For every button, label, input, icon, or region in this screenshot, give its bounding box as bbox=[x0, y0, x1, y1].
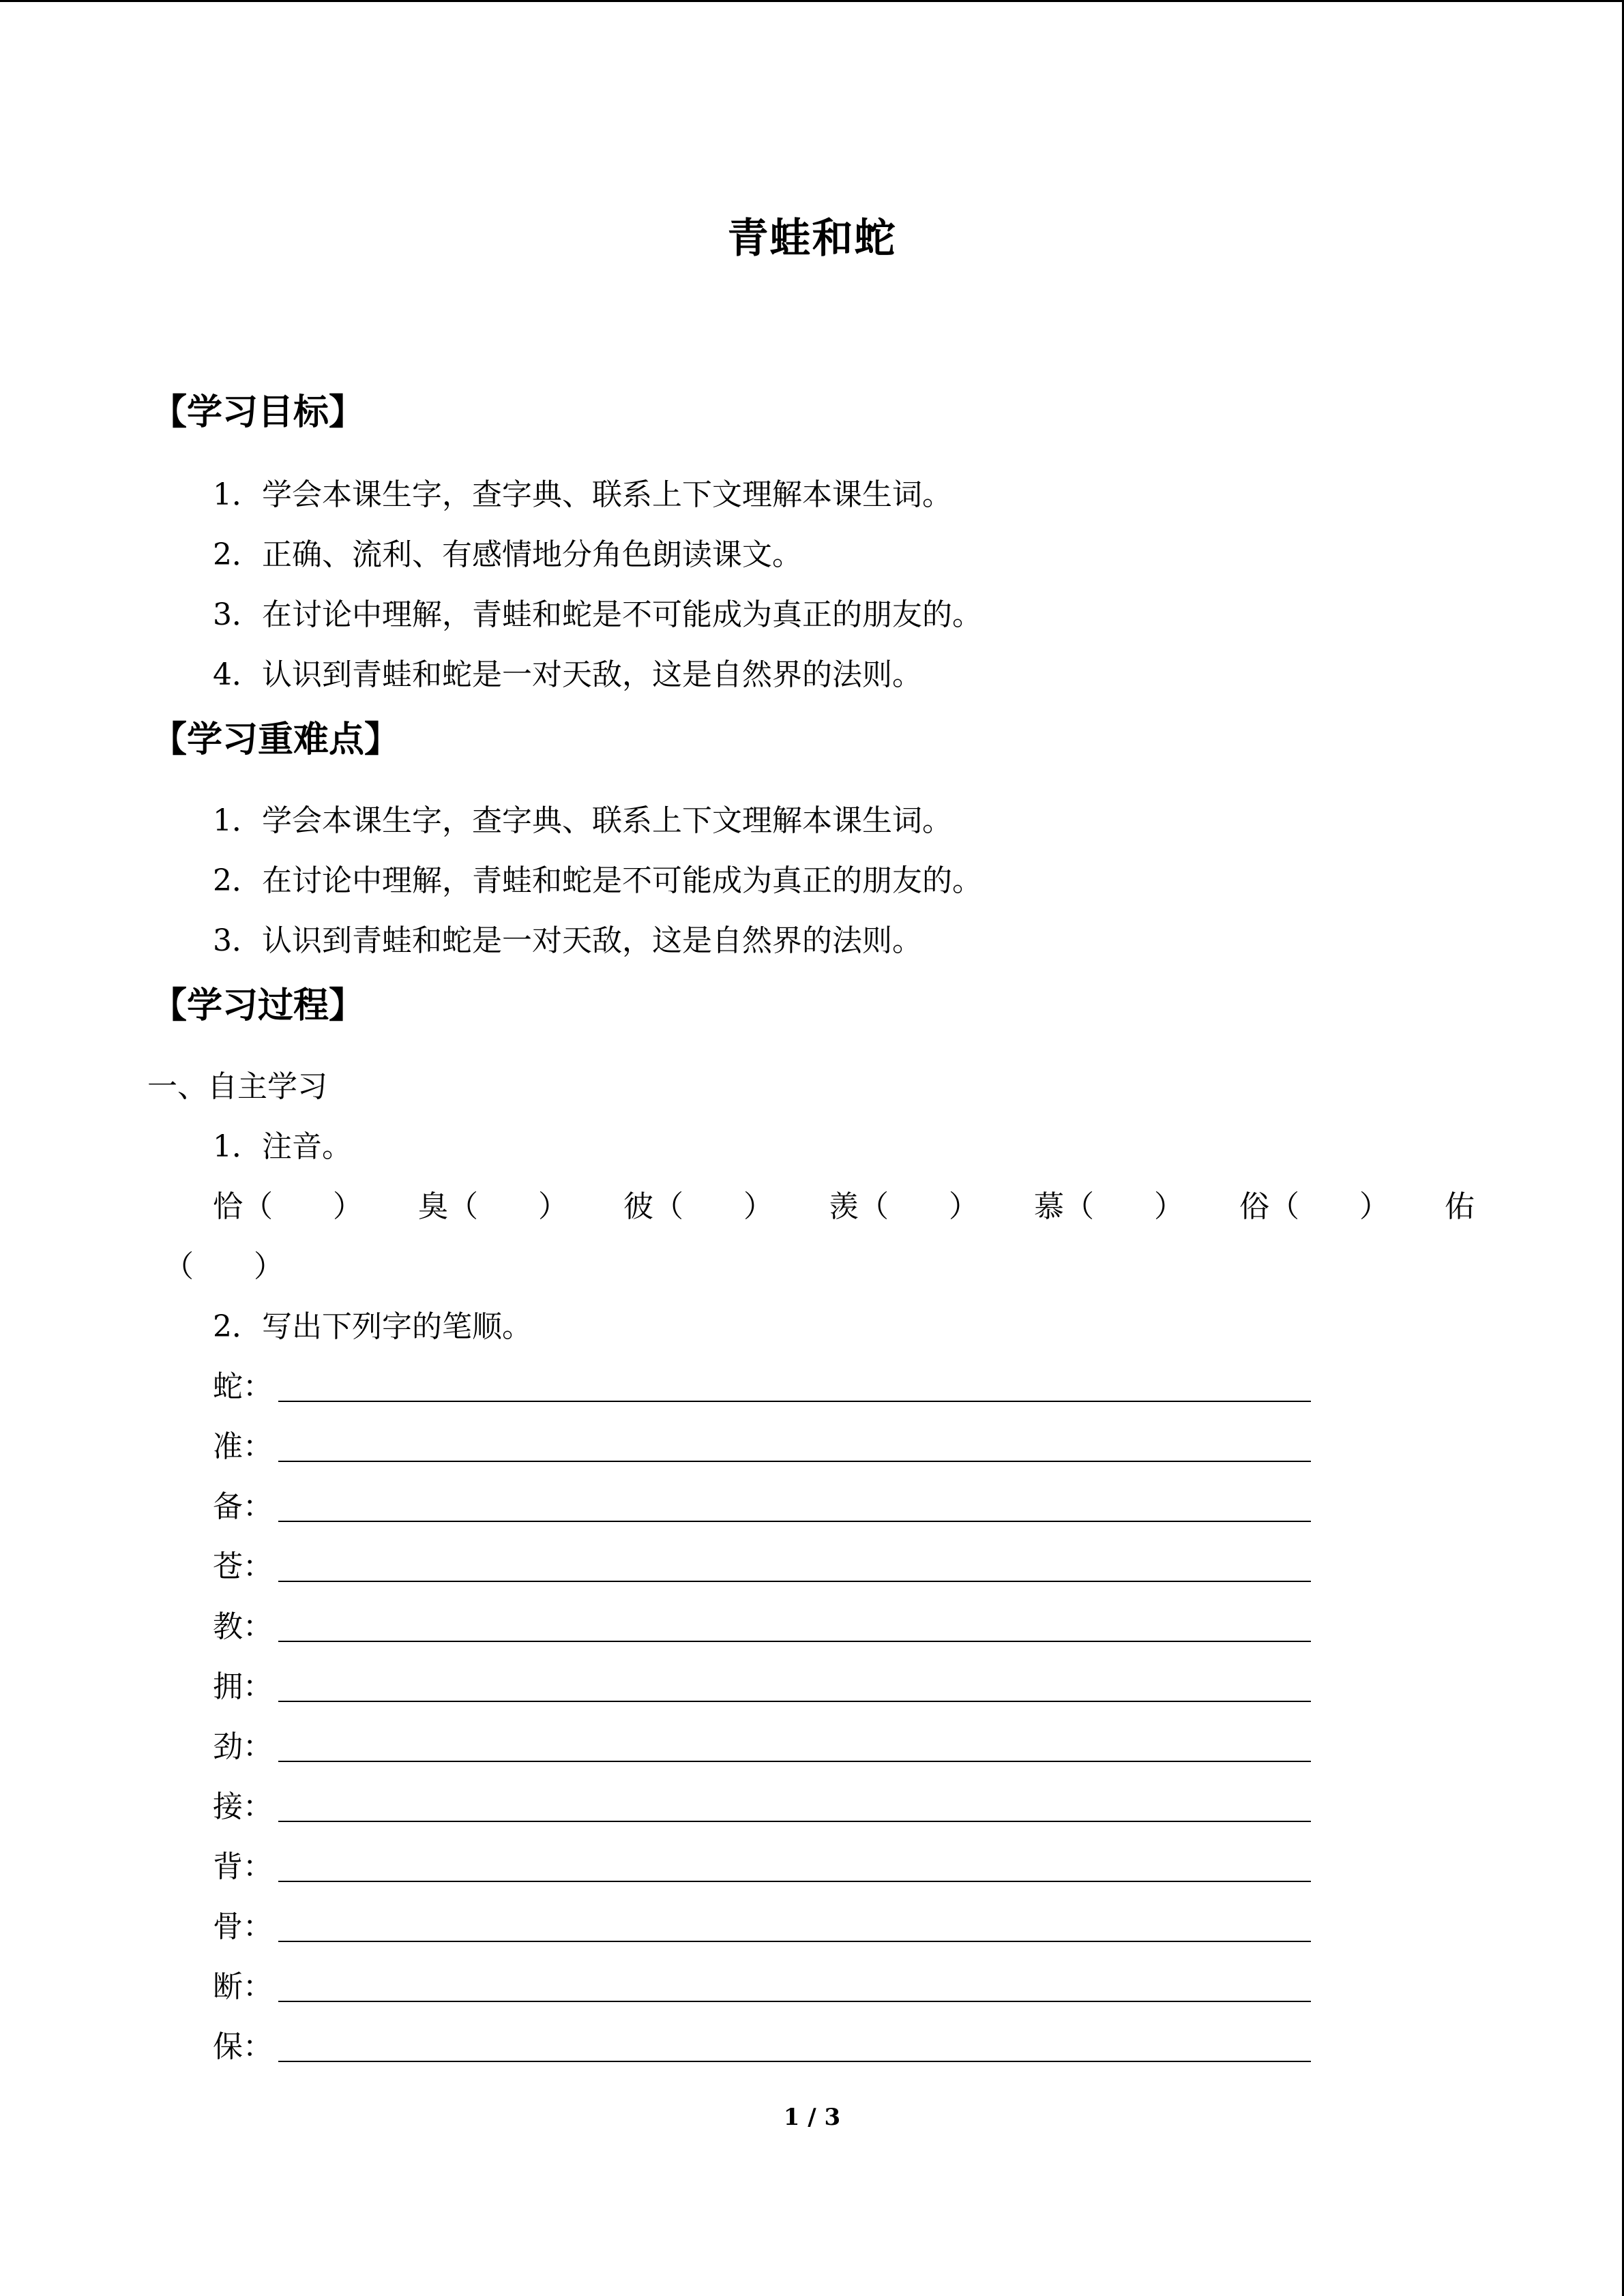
key-point-number: 3． bbox=[213, 923, 262, 958]
stroke-row bbox=[213, 1727, 1311, 1768]
stroke-row bbox=[213, 1547, 1311, 1587]
top-border bbox=[0, 0, 1624, 2]
answer-line[interactable] bbox=[278, 1761, 1311, 1762]
stroke-row bbox=[213, 1427, 1311, 1467]
key-point-item bbox=[213, 921, 922, 961]
pinyin-char: 佑 bbox=[1445, 1189, 1475, 1224]
stroke-char-label: 背： bbox=[213, 1849, 273, 1884]
answer-line[interactable] bbox=[278, 1941, 1311, 1942]
stroke-row bbox=[213, 1787, 1311, 1828]
pinyin-blank[interactable]: 慕（ ） bbox=[1034, 1189, 1184, 1224]
stroke-char-label: 拥： bbox=[213, 1669, 273, 1704]
stroke-char-label: 备： bbox=[213, 1489, 273, 1524]
page-title: 青蛙和蛇 bbox=[727, 215, 897, 263]
stroke-row bbox=[213, 1487, 1311, 1527]
pinyin-blank[interactable]: 羡（ ） bbox=[829, 1189, 979, 1224]
goal-item-number: 3． bbox=[213, 597, 262, 632]
goal-item-text: 在讨论中理解，青蛙和蛇是不可能成为真正的朋友的。 bbox=[262, 597, 982, 632]
question-stroke-order bbox=[213, 1307, 532, 1347]
key-point-text: 在讨论中理解，青蛙和蛇是不可能成为真正的朋友的。 bbox=[262, 863, 982, 898]
key-point-item bbox=[213, 861, 982, 901]
pinyin-blank[interactable]: 恰（ ） bbox=[213, 1189, 363, 1224]
pinyin-blank[interactable]: （ ） bbox=[164, 1249, 284, 1284]
pinyin-row bbox=[213, 1187, 1481, 1227]
goal-item-number: 4． bbox=[213, 657, 262, 692]
pinyin-blank[interactable]: 臭（ ） bbox=[418, 1189, 568, 1224]
stroke-char-label: 劲： bbox=[213, 1729, 273, 1764]
answer-line[interactable] bbox=[278, 1521, 1311, 1522]
stroke-char-label: 教： bbox=[213, 1609, 273, 1644]
key-points-heading: 【学习重难点】 bbox=[151, 719, 400, 760]
stroke-char-label: 准： bbox=[213, 1429, 273, 1464]
answer-line[interactable] bbox=[278, 1821, 1311, 1822]
pinyin-blank[interactable]: 彼（ ） bbox=[623, 1189, 773, 1224]
key-point-text: 认识到青蛙和蛇是一对天敌，这是自然界的法则。 bbox=[262, 923, 922, 958]
answer-line[interactable] bbox=[278, 1881, 1311, 1882]
goal-item-text: 认识到青蛙和蛇是一对天敌，这是自然界的法则。 bbox=[262, 657, 922, 692]
key-point-text: 学会本课生字，查字典、联系上下文理解本课生词。 bbox=[262, 803, 952, 838]
question-number: 2． bbox=[213, 1309, 262, 1344]
stroke-char-label: 接： bbox=[213, 1789, 273, 1824]
question-number: 1． bbox=[213, 1129, 262, 1164]
goal-item bbox=[213, 595, 982, 636]
answer-line[interactable] bbox=[278, 1581, 1311, 1582]
answer-line[interactable] bbox=[278, 2001, 1311, 2002]
key-point-number: 1． bbox=[213, 803, 262, 838]
stroke-char-label: 蛇： bbox=[213, 1369, 273, 1404]
answer-line[interactable] bbox=[278, 1461, 1311, 1462]
answer-line[interactable] bbox=[278, 2061, 1311, 2062]
answer-line[interactable] bbox=[278, 1401, 1311, 1402]
goal-item bbox=[213, 475, 952, 516]
goals-heading: 【学习目标】 bbox=[151, 392, 365, 433]
stroke-row bbox=[213, 1367, 1311, 1407]
goal-item bbox=[213, 535, 802, 576]
answer-line[interactable] bbox=[278, 1701, 1311, 1702]
question-text: 注音。 bbox=[262, 1129, 352, 1164]
key-point-item bbox=[213, 801, 952, 841]
goal-item-text: 学会本课生字，查字典、联系上下文理解本课生词。 bbox=[262, 477, 952, 512]
stroke-char-label: 苍： bbox=[213, 1549, 273, 1584]
stroke-row bbox=[213, 1967, 1311, 2008]
process-heading: 【学习过程】 bbox=[151, 985, 365, 1026]
answer-line[interactable] bbox=[278, 1641, 1311, 1642]
question-text: 写出下列字的笔顺。 bbox=[262, 1309, 532, 1344]
stroke-row bbox=[213, 1847, 1311, 1888]
question-pinyin bbox=[213, 1127, 352, 1167]
goal-item bbox=[213, 655, 922, 696]
stroke-row bbox=[213, 1607, 1311, 1648]
stroke-char-label: 断： bbox=[213, 1969, 273, 2004]
pinyin-blank[interactable]: 俗（ ） bbox=[1239, 1189, 1389, 1224]
goal-item-number: 1． bbox=[213, 477, 262, 512]
part-title: 一、自主学习 bbox=[147, 1069, 327, 1104]
page-number: 1 / 3 bbox=[783, 2104, 841, 2131]
goal-item-number: 2． bbox=[213, 537, 262, 572]
stroke-char-label: 保： bbox=[213, 2029, 273, 2064]
stroke-row bbox=[213, 1667, 1311, 1708]
stroke-char-label: 骨： bbox=[213, 1909, 273, 1944]
stroke-row bbox=[213, 2027, 1311, 2068]
stroke-row bbox=[213, 1907, 1311, 1948]
goal-item-text: 正确、流利、有感情地分角色朗读课文。 bbox=[262, 537, 802, 572]
key-point-number: 2． bbox=[213, 863, 262, 898]
